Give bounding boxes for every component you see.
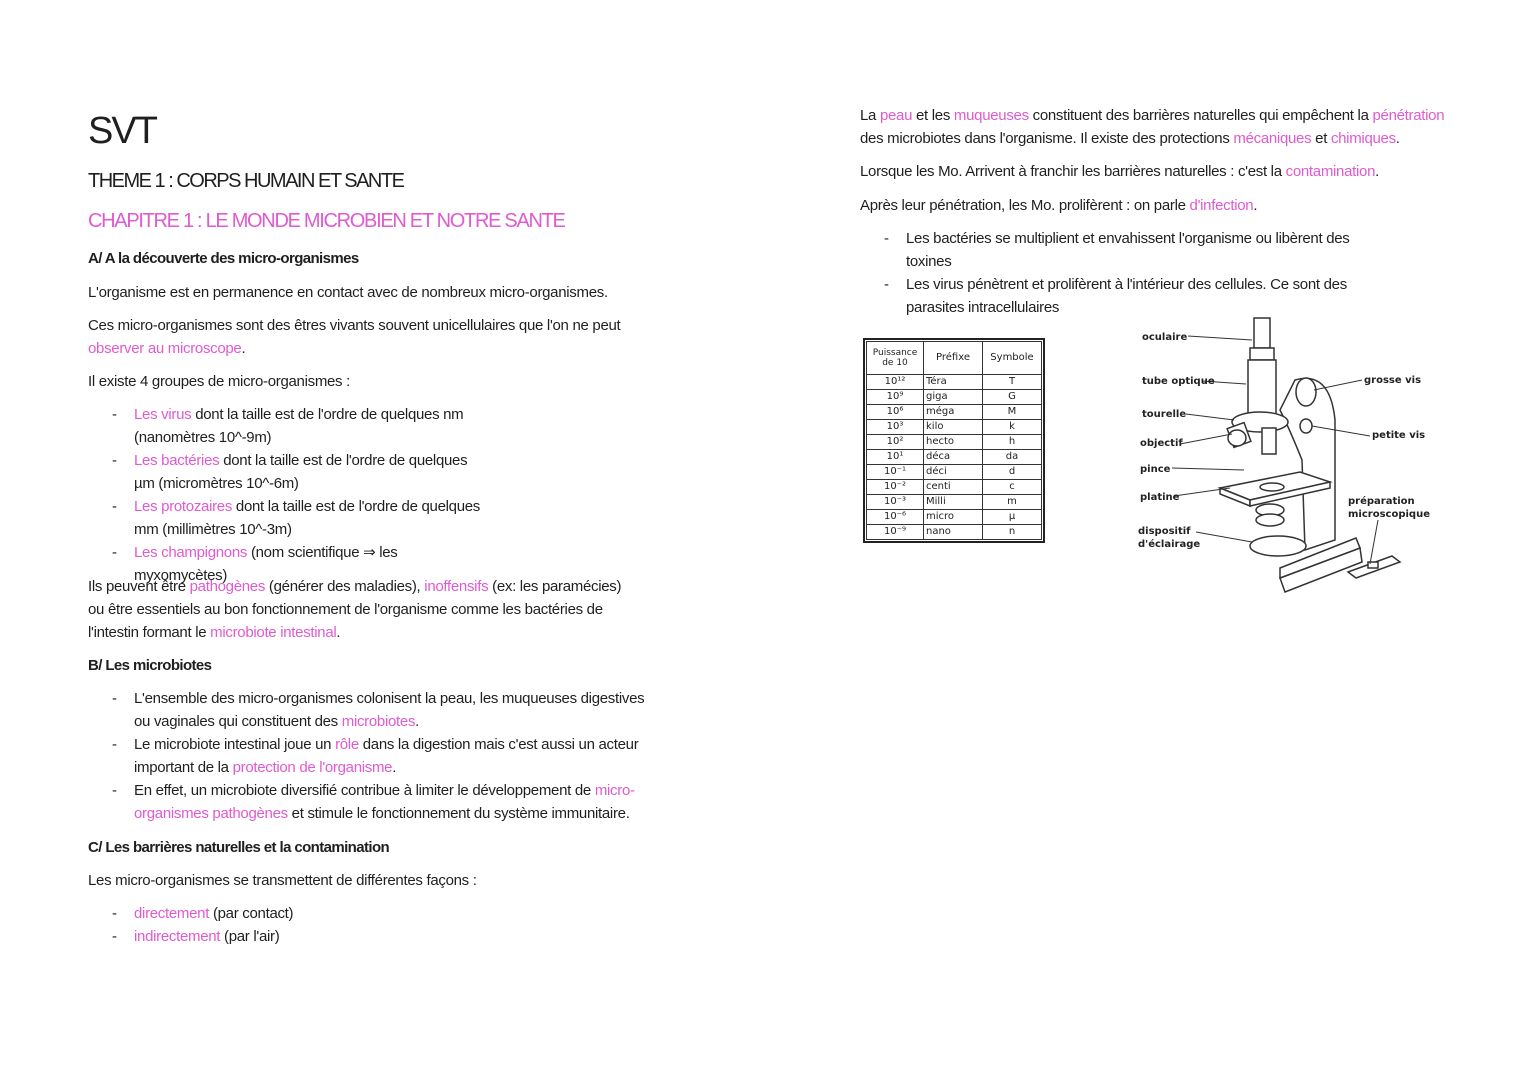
table-row xyxy=(867,420,1042,435)
table-cell: n xyxy=(983,525,1042,540)
table-row xyxy=(867,405,1042,420)
eyepiece-tube xyxy=(1254,318,1270,348)
label-preparation-line-1: préparation xyxy=(1348,496,1415,507)
list-item: - Le microbiote intestinal joue un rôle dans la digestion mais c'est aussi un acteur important de la protection de l'organisme. xyxy=(88,733,648,779)
label-pince: pince xyxy=(1140,464,1171,475)
label-oculaire: oculaire xyxy=(1142,332,1188,343)
label-preparation xyxy=(1348,495,1430,520)
transmission-list xyxy=(88,902,488,948)
section-a-p2: Ces micro-organismes sont des êtres vivants souvent unicellulaires que l'on ne peut observer au microscope. xyxy=(88,317,621,357)
microscope-body xyxy=(1220,318,1400,592)
table-cell: nano xyxy=(924,525,983,540)
section-a-p1: L'organisme est en permanence en contact avec de nombreux micro-organismes. xyxy=(88,284,608,301)
table-cell: 10⁻⁶ xyxy=(867,510,924,525)
label-objectif: objectif xyxy=(1140,438,1183,449)
label-line xyxy=(1188,336,1252,340)
coarse-focus-knob xyxy=(1296,378,1316,406)
table-cell: méga xyxy=(924,405,983,420)
condenser-2 xyxy=(1256,514,1284,526)
light-source xyxy=(1250,536,1306,556)
section-a-p4: Ils peuvent être pathogènes (générer des maladies), inoffensifs (ex: les paramécies) ou être essentiels au bon fonctionnement de l'organisme comme les bactéries de l'intestin formant le microbiote intestinal. xyxy=(88,578,622,641)
table-cell: 10⁻¹ xyxy=(867,465,924,480)
table-cell: 10² xyxy=(867,435,924,450)
list-item: - indirectement (par l'air) xyxy=(88,925,488,948)
table-cell: c xyxy=(983,480,1042,495)
table-cell: 10⁻⁹ xyxy=(867,525,924,540)
list-item: - Les bactéries se multiplient et envahissent l'organisme ou libèrent des toxines xyxy=(860,227,1390,273)
list-item: - Les virus dont la taille est de l'ordre de quelques nm (nanomètres 10^-9m) xyxy=(88,403,488,449)
list-item: - Les virus pénètrent et prolifèrent à l'intérieur des cellules. Ce sont des parasites intracellulaires xyxy=(860,273,1390,319)
objective-lens-tip xyxy=(1228,430,1246,446)
label-preparation-line-2: microscopique xyxy=(1348,509,1430,520)
label-grosse-vis: grosse vis xyxy=(1364,375,1422,386)
table-row xyxy=(867,435,1042,450)
table-header: Préfixe xyxy=(924,342,983,375)
table-cell: M xyxy=(983,405,1042,420)
table-cell: m xyxy=(983,495,1042,510)
label-platine: platine xyxy=(1140,492,1180,503)
label-line xyxy=(1180,434,1232,444)
chapter-title: CHAPITRE 1 : LE MONDE MICROBIEN ET NOTRE SANTE xyxy=(88,210,565,232)
section-a-p3: Il existe 4 groupes de micro-organismes : xyxy=(88,373,350,390)
table-cell: µ xyxy=(983,510,1042,525)
label-line xyxy=(1186,414,1234,420)
infection-paragraph: Après leur pénétration, les Mo. prolifèrent : on parle d'infection. xyxy=(860,197,1258,214)
table-cell: kilo xyxy=(924,420,983,435)
table-header: Puissance de 10 xyxy=(867,342,924,375)
table-row xyxy=(867,525,1042,540)
section-c-p1: Les micro-organismes se transmettent de différentes façons : xyxy=(88,872,477,889)
table-row xyxy=(867,390,1042,405)
contamination-paragraph: Lorsque les Mo. Arrivent à franchir les barrières naturelles : c'est la contamination. xyxy=(860,163,1379,180)
micro-organism-groups xyxy=(88,403,488,587)
table-cell: déci xyxy=(924,465,983,480)
table-cell: Milli xyxy=(924,495,983,510)
table-row xyxy=(867,495,1042,510)
section-b-heading: B/ Les microbiotes xyxy=(88,657,212,674)
section-c-heading: C/ Les barrières naturelles et la contamination xyxy=(88,839,390,856)
table-cell: G xyxy=(983,390,1042,405)
table-row xyxy=(867,375,1042,390)
table-cell: k xyxy=(983,420,1042,435)
label-line xyxy=(1370,520,1378,564)
table-header: Symbole xyxy=(983,342,1042,375)
list-item: - Les protozaires dont la taille est de l'ordre de quelques mm (millimètres 10^-3m) xyxy=(88,495,488,541)
list-item: - L'ensemble des micro-organismes colonisent la peau, les muqueuses digestives ou vaginales qui constituent des microbiotes. xyxy=(88,687,648,733)
table-row xyxy=(867,465,1042,480)
barriers-paragraph: La peau et les muqueuses constituent des barrières naturelles qui empêchent la pénétration des microbiotes dans l'organisme. Il existe des protections mécaniques et chimiques. xyxy=(860,107,1445,147)
stage-hole xyxy=(1260,483,1284,491)
label-line xyxy=(1172,468,1244,470)
table-cell: h xyxy=(983,435,1042,450)
label-dispositif xyxy=(1138,526,1200,550)
label-tourelle: tourelle xyxy=(1142,409,1187,420)
table-row xyxy=(867,510,1042,525)
table-cell: giga xyxy=(924,390,983,405)
table-cell: 10³ xyxy=(867,420,924,435)
table-row xyxy=(867,450,1042,465)
table-cell: 10⁻³ xyxy=(867,495,924,510)
table-cell: 10⁶ xyxy=(867,405,924,420)
table-cell: hecto xyxy=(924,435,983,450)
table-cell: Téra xyxy=(924,375,983,390)
label-dispositif-line-2: d'éclairage xyxy=(1138,539,1201,550)
microbiote-list xyxy=(88,687,648,825)
subject-title: SVT xyxy=(88,110,156,152)
eyepiece-collar xyxy=(1250,348,1274,360)
table-cell: micro xyxy=(924,510,983,525)
section-a-heading: A/ A la découverte des micro-organismes xyxy=(88,250,359,267)
table-cell: déca xyxy=(924,450,983,465)
objective-lens-2 xyxy=(1262,428,1276,454)
list-item: - Les bactéries dont la taille est de l'ordre de quelques µm (micromètres 10^-6m) xyxy=(88,449,488,495)
table-cell: 10⁹ xyxy=(867,390,924,405)
powers-table-grid xyxy=(866,341,1042,540)
theme-title: THEME 1 : CORPS HUMAIN ET SANTE xyxy=(88,170,404,192)
table-cell: da xyxy=(983,450,1042,465)
list-item: - Les champignons (nom scientifique ⇒ les myxomycètes) xyxy=(88,541,488,587)
slide-cover xyxy=(1368,562,1378,568)
optical-tube xyxy=(1248,360,1276,415)
label-dispositif-line-1: dispositif xyxy=(1138,526,1191,537)
list-item: - directement (par contact) xyxy=(88,902,488,925)
fine-focus-knob xyxy=(1300,419,1312,433)
table-cell: 10¹² xyxy=(867,375,924,390)
powers-table xyxy=(863,338,1045,543)
table-row xyxy=(867,480,1042,495)
table-cell: 10⁻² xyxy=(867,480,924,495)
table-cell: T xyxy=(983,375,1042,390)
label-tube-optique: tube optique xyxy=(1142,376,1215,387)
table-cell: centi xyxy=(924,480,983,495)
label-petite-vis: petite vis xyxy=(1372,430,1426,441)
microscope-diagram xyxy=(1130,310,1440,600)
infection-list xyxy=(860,227,1390,319)
table-cell: d xyxy=(983,465,1042,480)
list-item: - En effet, un microbiote diversifié contribue à limiter le développement de micro-organismes pathogènes et stimule le fonctionnement du système immunitaire. xyxy=(88,779,648,825)
table-cell: 10¹ xyxy=(867,450,924,465)
label-line xyxy=(1196,532,1252,542)
